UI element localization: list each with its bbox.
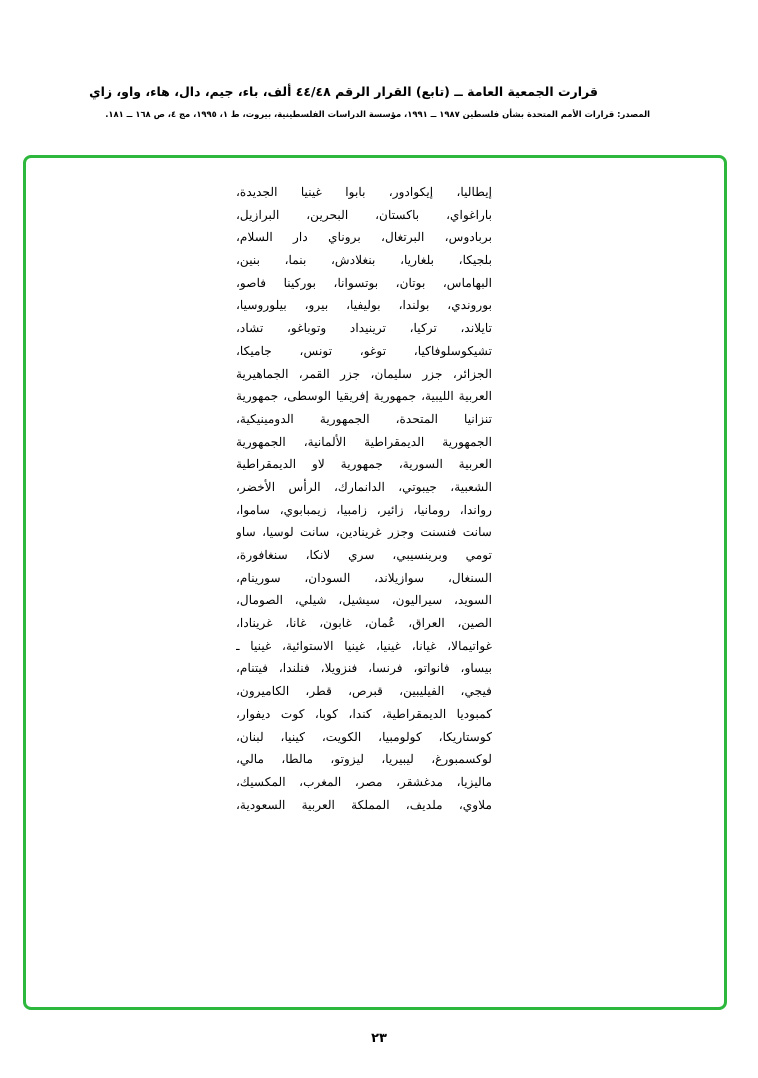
text-line: تنزانيا المتحدة، الجمهورية الدومينيكية، xyxy=(236,411,492,426)
text-line: السنغال، سوازيلاند، السودان، سورينام، xyxy=(236,570,492,585)
source-citation: المصدر: قرارات الأمم المتحدة بشأن فلسطين ١٩٨٧ ــ ١٩٩١، مؤسسة الدراسات الفلسطينية، بيروت، ط ١، ١٩٩٥، مج ٤، ص ١٦٨ ــ ١٨١. xyxy=(105,109,650,119)
text-line: بيساو، فانواتو، فرنسا، فنزويلا، فنلندا، فيتنام، xyxy=(236,661,492,676)
text-line: رواندا، رومانيا، زائير، زامبيا، زيمبابوي، ساموا، xyxy=(236,502,492,517)
text-line: الصين، العراق، عُمان، غابون، غانا، غرينادا، xyxy=(236,616,492,631)
text-line: البهاماس، بوتان، بوتسوانا، بوركينا فاصو، xyxy=(236,275,492,290)
text-line: الشعبية، جيبوتي، الدانمارك، الرأس الأخضر، xyxy=(236,479,492,494)
page-header-title: قرارت الجمعية العامة ــ (تابع) القرار الرقم ٤٤/٤٨ ألف، باء، جيم، دال، هاء، واو، زاي xyxy=(89,84,598,99)
page-number: ٢٣ xyxy=(371,1031,387,1046)
text-line: سانت فنسنت وجزر غرينادين، سانت لوسيا، ساو xyxy=(236,525,492,540)
country-list xyxy=(236,181,492,816)
text-line: السويد، سيراليون، سيشيل، شيلي، الصومال، xyxy=(236,593,492,608)
text-line: ماليزيا، مدغشقر، مصر، المغرب، المكسيك، xyxy=(236,774,492,789)
text-line: الجمهورية الديمقراطية الألمانية، الجمهورية xyxy=(236,434,492,449)
text-line: بلجيكا، بلغاريا، بنغلادش، بنما، بنين، xyxy=(236,253,492,268)
text-line: بوروندي، بولندا، بوليفيا، بيرو، بيلوروسيا، xyxy=(236,298,492,313)
text-line: لوكسمبورغ، ليبيريا، ليزوتو، مالطا، مالي، xyxy=(236,752,492,767)
text-line: تايلاند، تركيا، ترينيداد وتوباغو، تشاد، xyxy=(236,321,492,336)
text-line: باراغواي، باكستان، البحرين، البرازيل، xyxy=(236,207,492,222)
text-line: غواتيمالا، غيانا، غينيا، غينيا الاستوائية، غينيا ـ xyxy=(236,638,492,653)
text-line: فيجي، الفيليبين، قبرص، قطر، الكاميرون، xyxy=(236,684,492,699)
text-line: تومي وبرينسيبي، سري لانكا، سنغافورة، xyxy=(236,548,492,562)
text-line: الجزائر، جزر سليمان، جزر القمر، الجماهيرية xyxy=(236,366,492,381)
text-line: العربية السورية، جمهورية لاو الديمقراطية xyxy=(236,457,492,472)
text-line: كوستاريكا، كولومبيا، الكويت، كينيا، لبنان، xyxy=(236,729,492,744)
text-line: العربية الليبية، جمهورية إفريقيا الوسطى، جمهورية xyxy=(236,389,492,404)
text-line: ملاوي، ملديف، المملكة العربية السعودية، xyxy=(236,797,492,812)
text-line: إيطاليا، إيكوادور، بابوا غينيا الجديدة، xyxy=(236,185,492,199)
text-line: تشيكوسلوفاكيا، توغو، تونس، جاميكا، xyxy=(236,343,492,358)
text-line: بربادوس، البرتغال، بروناي دار السلام، xyxy=(236,230,492,245)
text-line: كمبوديا الديمقراطية، كندا، كوبا، كوت ديفوار، xyxy=(236,706,492,721)
